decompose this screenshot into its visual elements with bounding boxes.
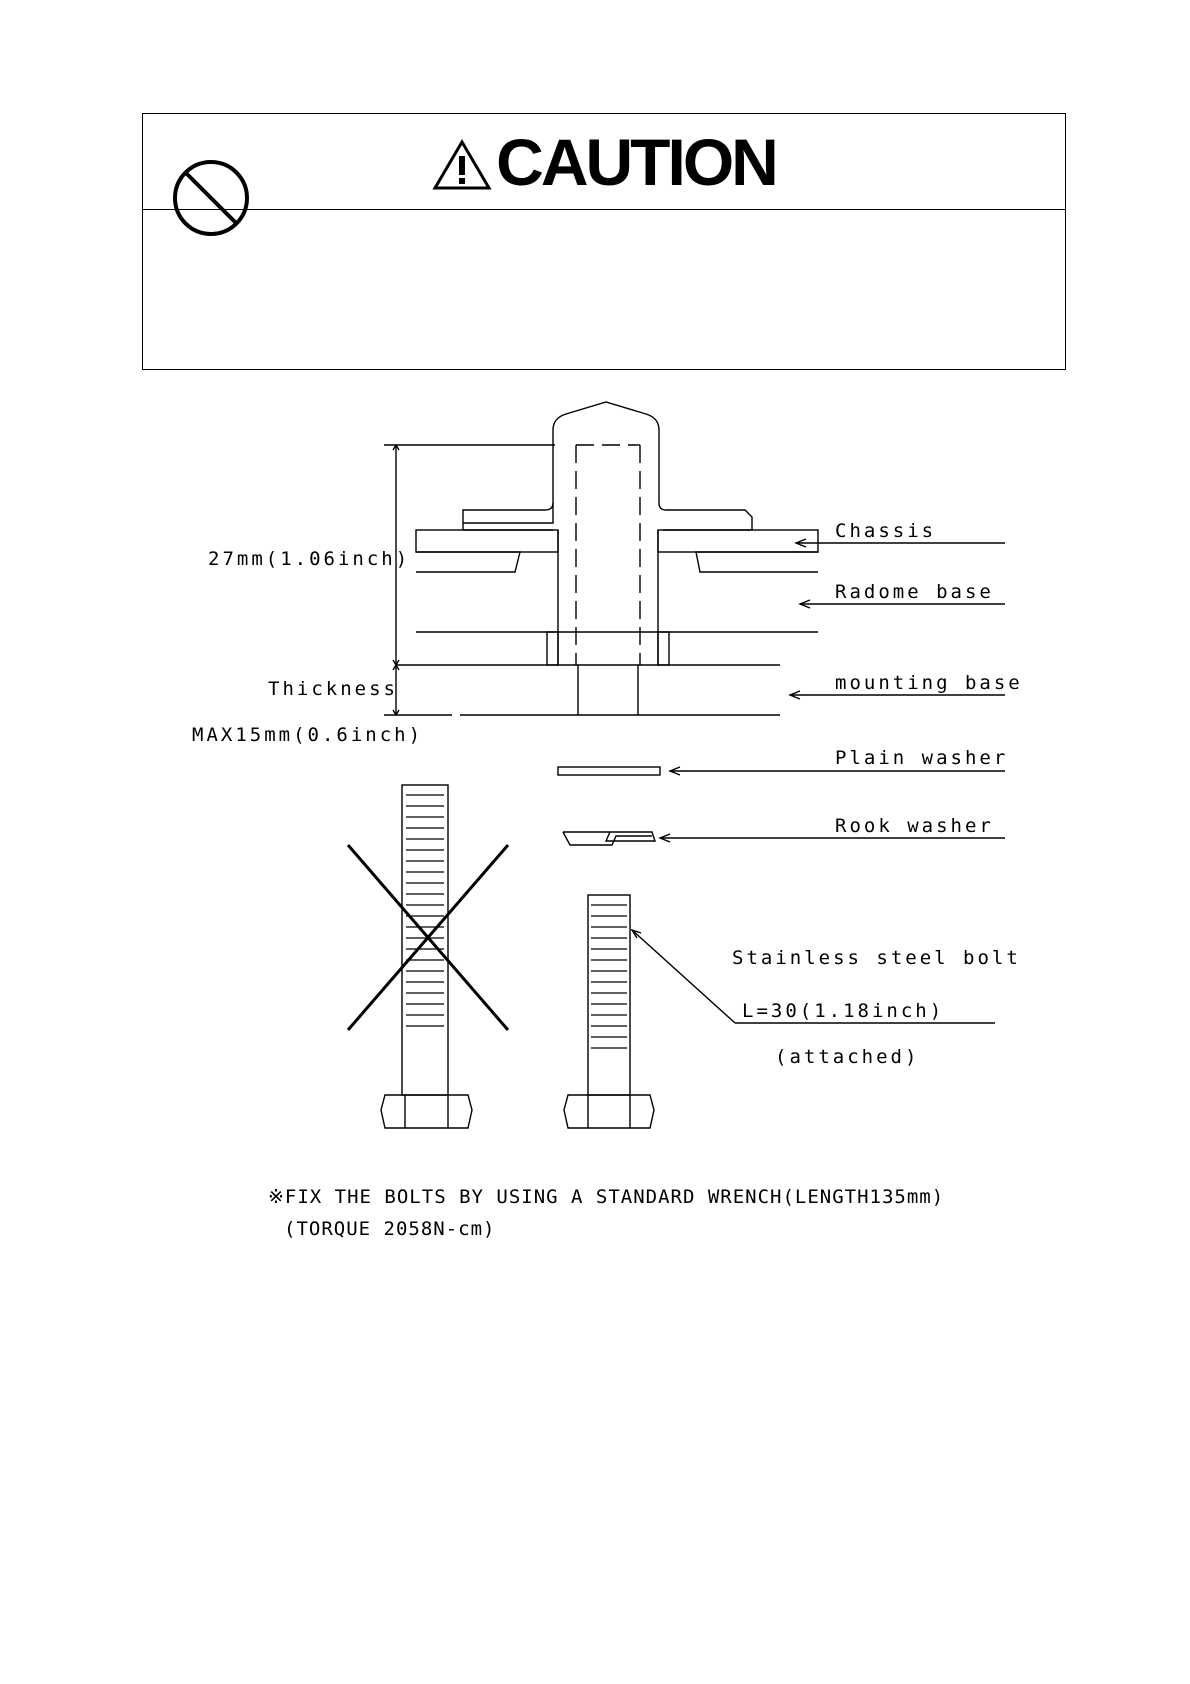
label-radome-base: Radome base	[835, 581, 994, 603]
cross-out-mark	[348, 845, 508, 1030]
label-thickness: Thickness	[268, 678, 398, 700]
label-height-dimension: 27mm(1.06inch)	[208, 548, 411, 570]
chassis-left	[416, 530, 558, 552]
incorrect-bolt	[381, 785, 472, 1128]
caution-title: CAUTION	[496, 124, 776, 199]
label-attached: (attached)	[775, 1046, 920, 1068]
chassis-right	[658, 530, 818, 552]
label-thickness-max: MAX15mm(0.6inch)	[192, 724, 424, 746]
label-bolt-length: L=30(1.18inch)	[742, 1000, 945, 1022]
label-stainless-steel-bolt: Stainless steel bolt	[732, 947, 1021, 969]
plain-washer-shape	[558, 767, 660, 775]
label-plain-washer: Plain washer	[835, 747, 1009, 769]
lock-washer-shape	[563, 832, 655, 845]
label-chassis: Chassis	[835, 520, 937, 542]
radome-cap	[463, 402, 752, 530]
label-rook-washer: Rook washer	[835, 815, 994, 837]
note-line-1: ※FIX THE BOLTS BY USING A STANDARD WRENCH(LENGTH135mm)	[268, 1186, 945, 1208]
label-mounting-base: mounting base	[835, 672, 1023, 694]
note-line-2: (TORQUE 2058N-cm)	[284, 1218, 496, 1240]
